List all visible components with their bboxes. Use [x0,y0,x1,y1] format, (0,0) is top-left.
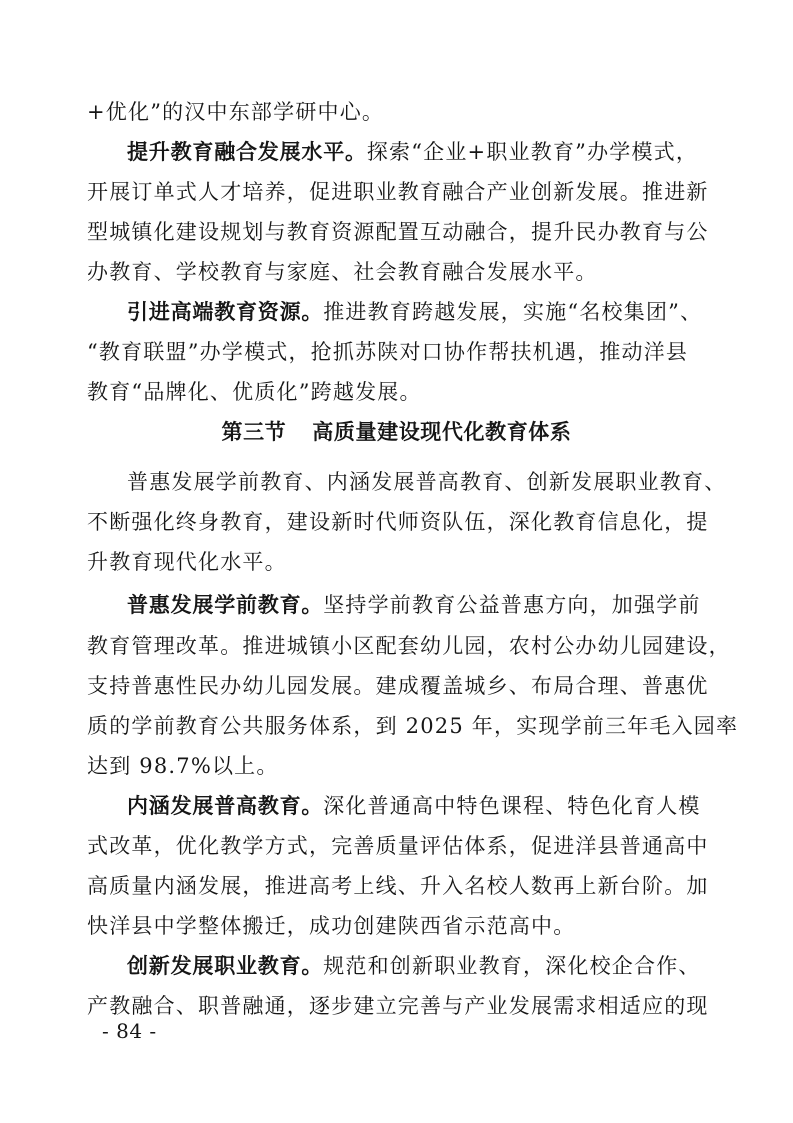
paragraph-lead-heading: 创新发展职业教育。 [127,954,324,978]
paragraph-line: 支持普惠性民办幼儿园发展。建成覆盖城乡、布局合理、普惠优 [87,674,709,698]
paragraph-first-line [127,297,707,327]
intro-line: 不断强化终身教育，建设新时代师资队伍，深化教育信息化，提 [87,510,709,534]
paragraph-text: 探索“企业+职业教育”办学模式， [366,140,699,164]
paragraph-line: “教育联盟”办学模式，抢抓苏陕对口协作帮扶机遇，推动洋县 [87,340,689,364]
section-number: 第三节 [221,420,287,444]
paragraph-line: 教育管理改革。推进城镇小区配套幼儿园，农村公办幼儿园建设， [87,634,731,658]
paragraph-line: 办教育、学校教育与家庭、社会教育融合发展水平。 [87,260,598,284]
paragraph-line: 开展订单式人才培养，促进职业教育融合产业创新发展。推进新 [87,180,709,204]
page-number: - 84 - [102,1019,157,1043]
paragraph-text: 坚持学前教育公益普惠方向，加强学前 [323,593,701,617]
continued-line: +优化”的汉中东部学研中心。 [87,100,385,124]
paragraph-text: 规范和创新职业教育，深化校企合作、 [323,954,701,978]
paragraph-line: 式改革，优化教学方式，完善质量评估体系，促进洋县普通高中 [87,834,709,858]
paragraph-lead-heading: 引进高端教育资源。 [127,300,324,324]
paragraph-first-line [127,791,707,821]
paragraph-line: 快洋县中学整体搬迁，成功创建陕西省示范高中。 [87,914,576,938]
paragraph-lead-heading: 提升教育融合发展水平。 [127,140,367,164]
paragraph-line: 高质量内涵发展，推进高考上线、升入名校人数再上新台阶。加 [87,874,709,898]
paragraph-lead-heading: 普惠发展学前教育。 [127,593,324,617]
paragraph-first-line [127,137,707,167]
paragraph-lead-heading: 内涵发展普高教育。 [127,794,324,818]
paragraph-line: 质的学前教育公共服务体系，到 2025 年，实现学前三年毛入园率 [87,714,739,738]
paragraph-text: 深化普通高中特色课程、特色化育人模 [323,794,701,818]
paragraph-first-line [127,951,707,981]
paragraph-line: 产教融合、职普融通，逐步建立完善与产业发展需求相适应的现 [87,994,709,1018]
paragraph-line: 达到 98.7%以上。 [87,754,279,778]
intro-line: 普惠发展学前教育、内涵发展普高教育、创新发展职业教育、 [127,470,727,494]
paragraph-text: 推进教育跨越发展，实施“名校集团”、 [323,300,703,324]
intro-line: 升教育现代化水平。 [87,550,287,574]
paragraph-first-line [127,590,707,620]
paragraph-line: 型城镇化建设规划与教育资源配置互动融合，提升民办教育与公 [87,220,709,244]
section-title: 高质量建设现代化教育体系 [312,420,572,444]
paragraph-line: 教育“品牌化、优质化”跨越发展。 [87,380,422,404]
section-heading [0,417,793,447]
